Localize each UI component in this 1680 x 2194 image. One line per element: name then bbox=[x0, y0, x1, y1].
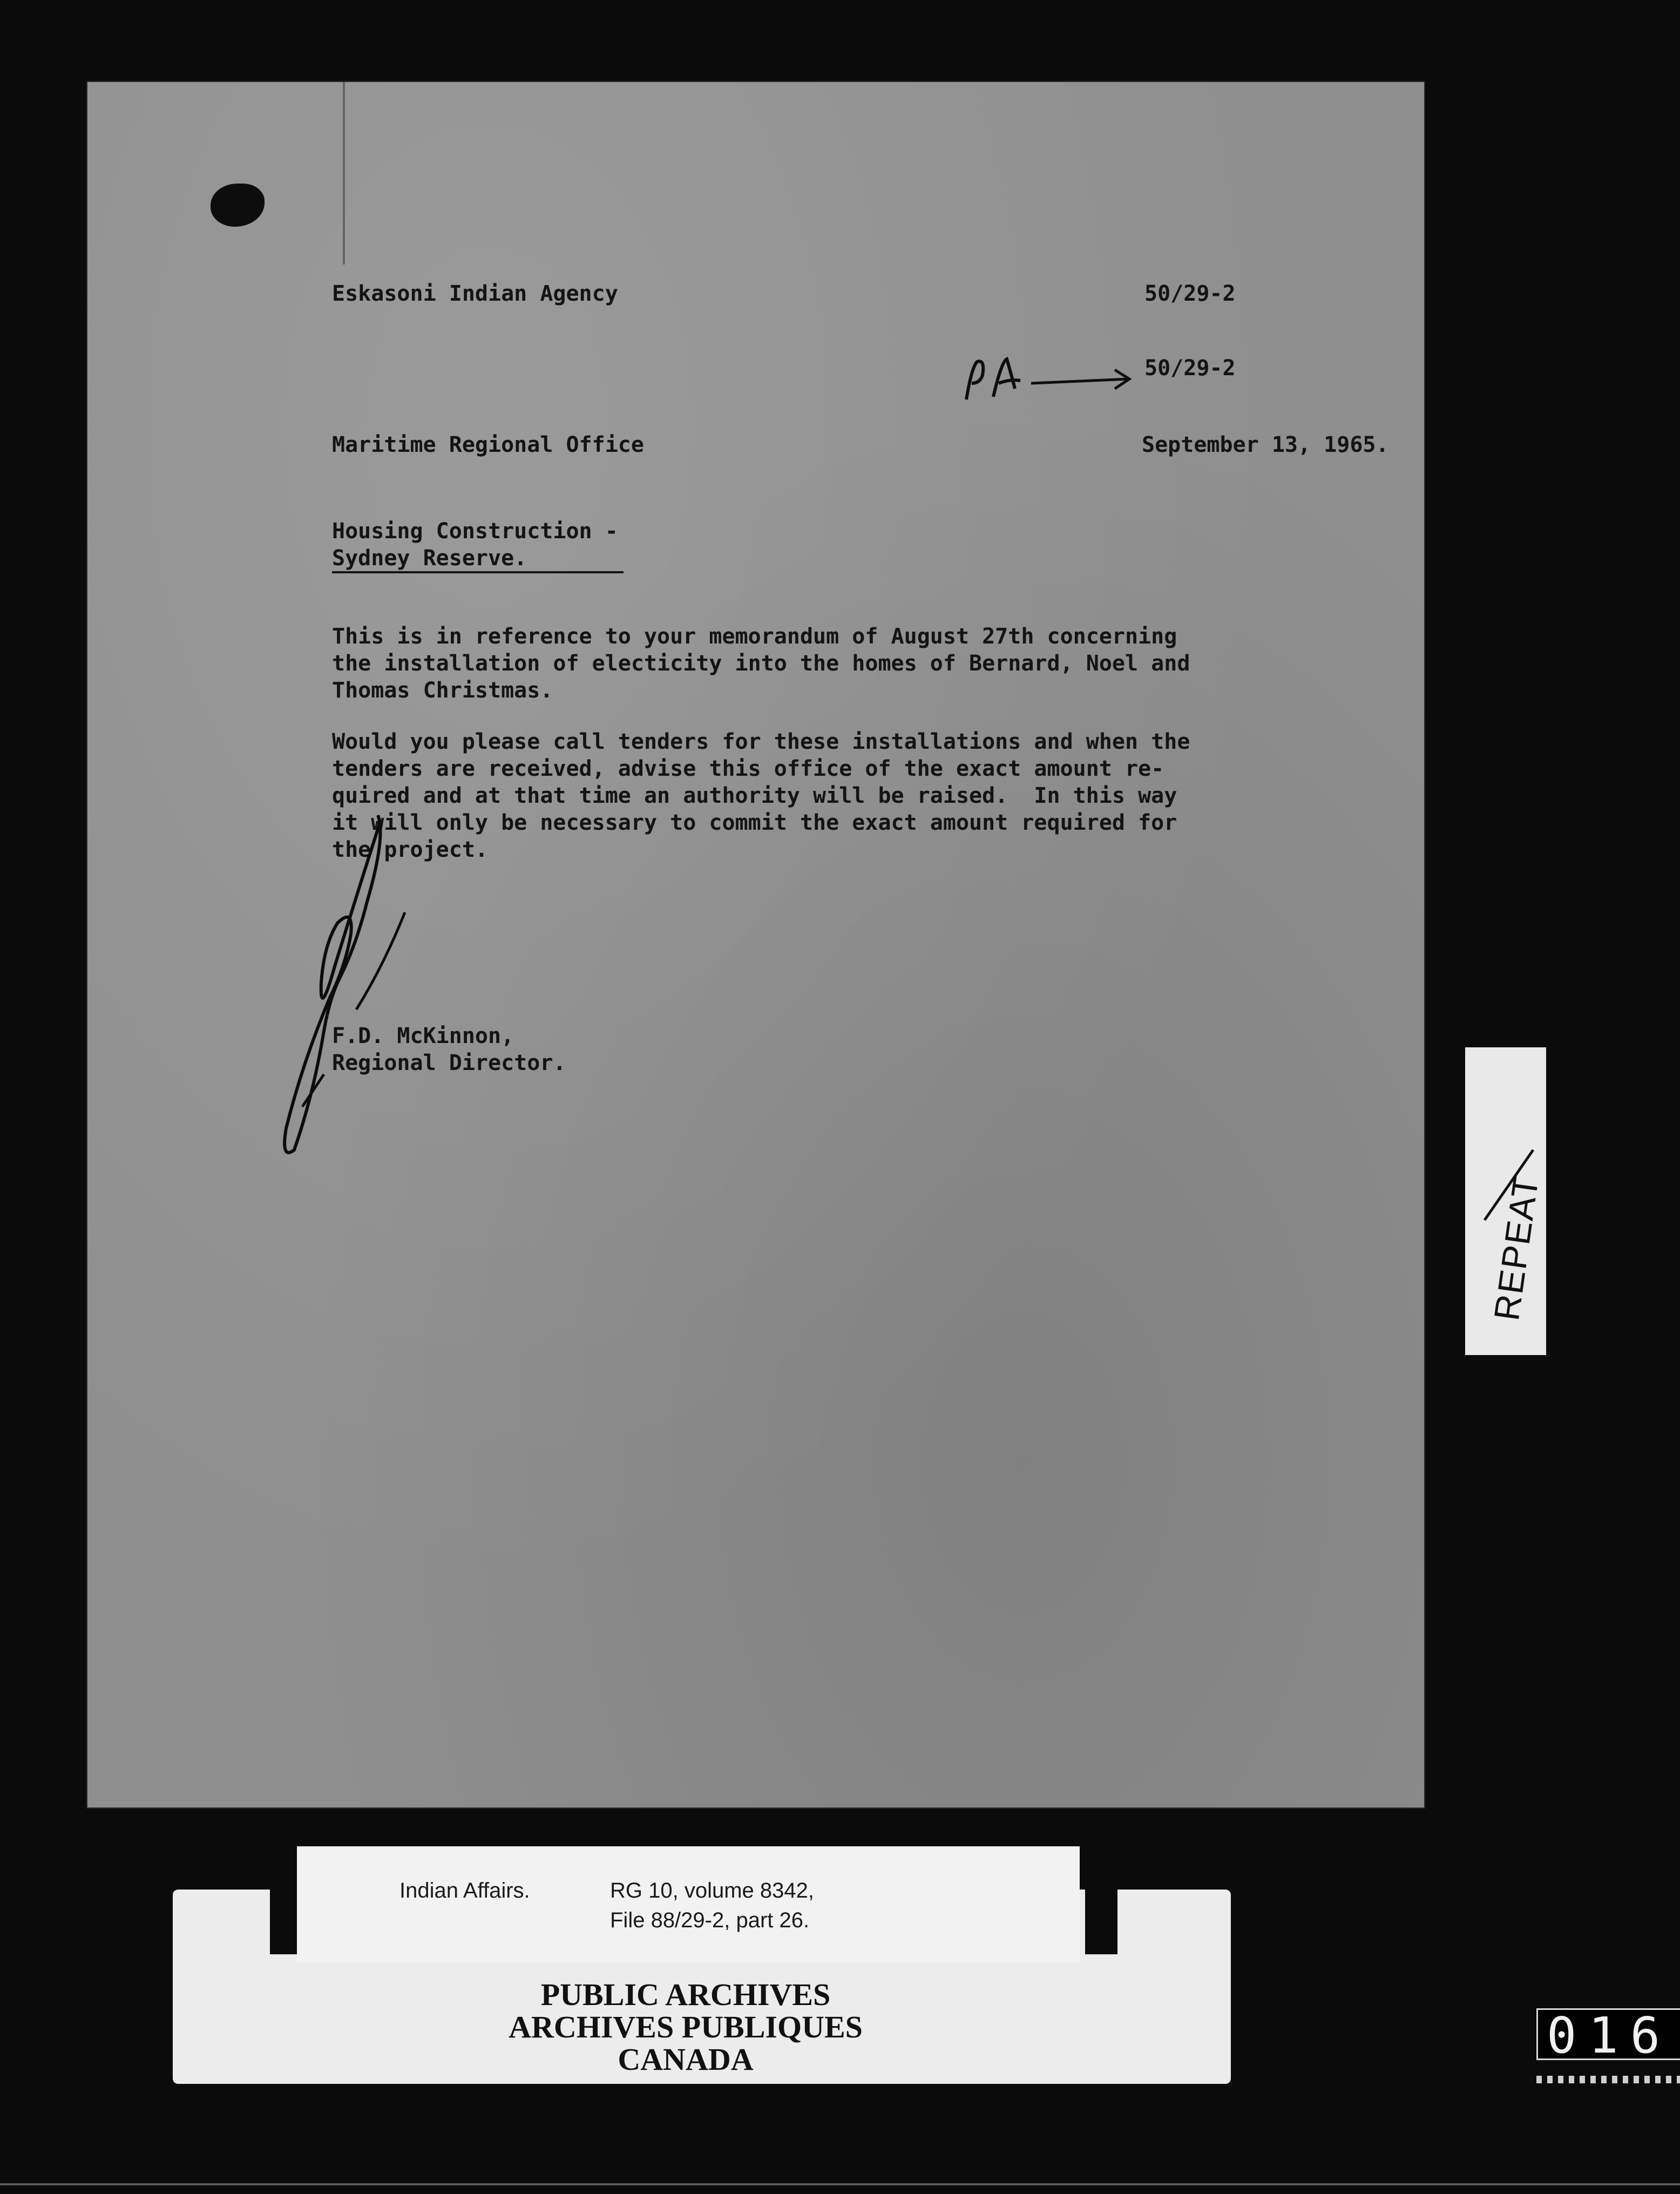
signature bbox=[270, 804, 443, 1161]
body-line: Thomas Christmas. bbox=[332, 678, 553, 703]
volume-label: RG 10, volume 8342, bbox=[610, 1879, 814, 1902]
stamp-line: ARCHIVES PUBLIQUES bbox=[509, 2009, 863, 2044]
department-label: Indian Affairs. bbox=[399, 1879, 530, 1902]
body-line: This is in reference to your memorandum of August 27th concerning bbox=[332, 624, 1177, 649]
film-edge bbox=[1536, 2076, 1680, 2083]
subject-line: Sydney Reserve. bbox=[332, 545, 624, 573]
signer-name: F.D. McKinnon, bbox=[332, 1024, 514, 1048]
file-label: File 88/29-2, part 26. bbox=[610, 1908, 810, 1932]
repeat-label: REPEAT bbox=[1486, 1172, 1547, 1323]
stamp-line: CANADA bbox=[618, 2042, 754, 2077]
body-line: the installation of electicity into the homes of Bernard, Noel and bbox=[332, 651, 1190, 676]
letter-date: September 13, 1965. bbox=[1142, 432, 1389, 457]
page-crease bbox=[343, 81, 345, 265]
signer-title: Regional Director. bbox=[332, 1051, 566, 1075]
file-reference-copy: 50/29-2 bbox=[1144, 356, 1236, 381]
from-office: Eskasoni Indian Agency bbox=[332, 281, 618, 306]
file-reference: 50/29-2 bbox=[1144, 281, 1236, 306]
tray-notch bbox=[1085, 1890, 1117, 1954]
body-line: quired and at that time an authority will be raised. In this way bbox=[332, 783, 1177, 808]
frame-number: 016 bbox=[1536, 2008, 1680, 2060]
body-line: Would you please call tenders for these installations and when the bbox=[332, 729, 1190, 754]
subject-line: Housing Construction - bbox=[332, 519, 618, 544]
body-line: the project. bbox=[332, 837, 488, 862]
body-line: it will only be necessary to commit the exact amount required for bbox=[332, 810, 1177, 835]
to-office: Maritime Regional Office bbox=[332, 432, 644, 457]
film-bottom-edge bbox=[0, 2183, 1680, 2185]
repeat-strike bbox=[1479, 1139, 1539, 1231]
public-archives-stamp bbox=[443, 1979, 929, 2076]
stamp-line: PUBLIC ARCHIVES bbox=[540, 1977, 831, 2012]
handwritten-initials bbox=[956, 346, 1215, 410]
ink-blot bbox=[211, 184, 265, 227]
body-line: tenders are received, advise this office of the exact amount re- bbox=[332, 756, 1164, 781]
archival-reference-label bbox=[297, 1846, 1080, 1962]
